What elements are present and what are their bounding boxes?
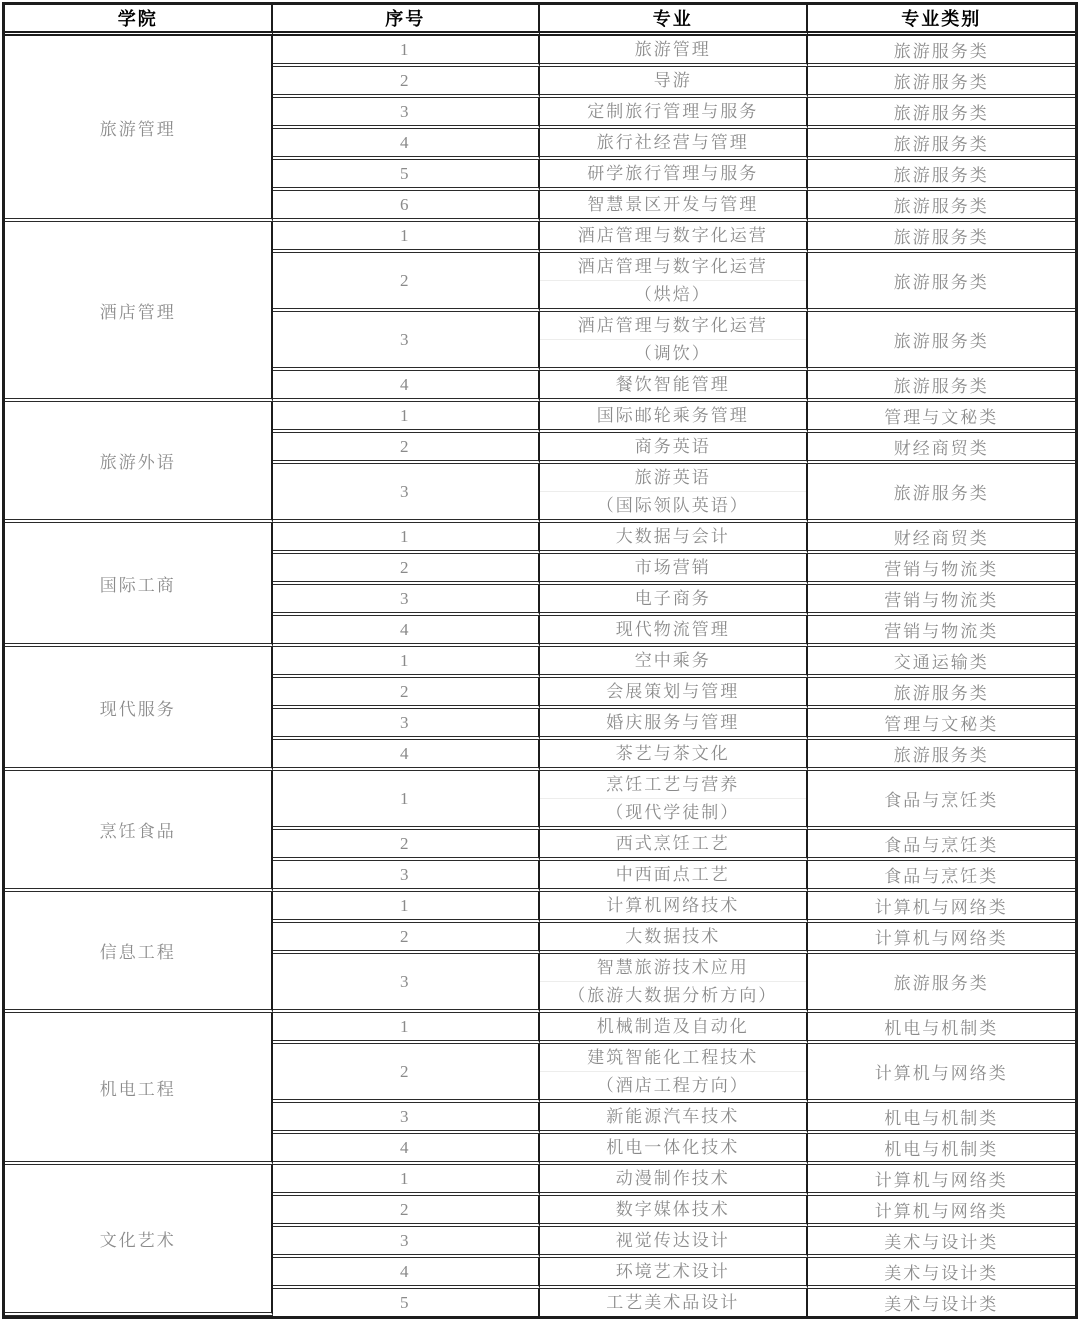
- major-line: 机械制造及自动化: [596, 1017, 749, 1036]
- category-cell: 计算机与网络类: [808, 1044, 1076, 1103]
- category-cell: 旅游服务类: [808, 191, 1076, 222]
- category-cell: 旅游服务类: [808, 954, 1076, 1013]
- row-number-cell: [273, 923, 541, 954]
- row-number-cell: [273, 312, 541, 371]
- category-cell: 旅游服务类: [808, 371, 1076, 402]
- major-line: 建筑智能化工程技术: [587, 1048, 759, 1067]
- row-number: 4: [400, 132, 411, 152]
- row-number-cell: [273, 1013, 541, 1044]
- row-number: 4: [400, 619, 411, 639]
- college-cell: 烹饪食品: [5, 771, 273, 892]
- category-cell: 营销与物流类: [808, 616, 1076, 647]
- college-cell: 现代服务: [5, 647, 273, 771]
- row-number-cell: [273, 1134, 541, 1165]
- major-line: 中西面点工艺: [615, 865, 730, 884]
- category-cell: 计算机与网络类: [808, 892, 1076, 923]
- row-number-cell: [273, 554, 541, 585]
- category-cell: 旅游服务类: [808, 67, 1076, 98]
- row-number: 3: [400, 971, 411, 991]
- category-cell: 旅游服务类: [808, 253, 1076, 312]
- major-line: 国际邮轮乘务管理: [596, 406, 749, 425]
- major-header: 专业: [540, 5, 808, 36]
- major-cell: [540, 222, 808, 253]
- major-cell: [540, 312, 808, 371]
- row-number: 4: [400, 374, 411, 394]
- major-line: 定制旅行管理与服务: [587, 102, 759, 121]
- row-number: 1: [400, 788, 411, 808]
- major-line: 计算机网络技术: [606, 896, 740, 915]
- major-cell: [540, 464, 808, 523]
- row-number-cell: [273, 647, 541, 678]
- row-number: 4: [400, 743, 411, 763]
- row-number: 2: [400, 70, 411, 90]
- category-cell: 旅游服务类: [808, 36, 1076, 67]
- row-number: 3: [400, 1106, 411, 1126]
- category-cell: 机电与机制类: [808, 1013, 1076, 1044]
- major-line: 婚庆服务与管理: [606, 713, 740, 732]
- college-cell: 旅游外语: [5, 402, 273, 523]
- major-cell: [540, 253, 808, 312]
- row-number: 6: [400, 194, 411, 214]
- major-cell: [540, 98, 808, 129]
- major-cell: [540, 771, 808, 830]
- row-number-cell: [273, 433, 541, 464]
- major-line: 现代物流管理: [615, 620, 730, 639]
- major-line: 智慧旅游技术应用: [596, 958, 749, 977]
- category-cell: 美术与设计类: [808, 1258, 1076, 1289]
- major-line: 环境艺术设计: [615, 1262, 730, 1281]
- major-line: 酒店管理与数字化运营: [577, 316, 768, 335]
- majors-table: [2, 2, 1078, 1319]
- category-cell: 旅游服务类: [808, 222, 1076, 253]
- row-number-cell: [273, 129, 541, 160]
- major-line: 视觉传达设计: [615, 1231, 730, 1250]
- row-number: 3: [400, 101, 411, 121]
- row-number: 2: [400, 1061, 411, 1081]
- major-cell: [540, 830, 808, 861]
- row-number-cell: [273, 523, 541, 554]
- college-header: 学院: [5, 5, 273, 36]
- major-cell: [540, 1258, 808, 1289]
- major-line: （调饮）: [540, 339, 806, 367]
- row-number: 2: [400, 681, 411, 701]
- row-number: 2: [400, 833, 411, 853]
- major-line: 旅游英语: [634, 468, 711, 487]
- row-number-cell: [273, 1103, 541, 1134]
- major-line: 旅游管理: [634, 40, 711, 59]
- row-number: 1: [400, 225, 411, 245]
- category-cell: 营销与物流类: [808, 585, 1076, 616]
- no-header: 序号: [273, 5, 541, 36]
- row-number-cell: [273, 709, 541, 740]
- college-cell: 旅游管理: [5, 36, 273, 222]
- row-number-cell: [273, 253, 541, 312]
- category-cell: 食品与烹饪类: [808, 861, 1076, 892]
- major-line: 数字媒体技术: [615, 1200, 730, 1219]
- category-cell: 机电与机制类: [808, 1134, 1076, 1165]
- major-line: 大数据技术: [625, 927, 721, 946]
- major-line: 机电一体化技术: [606, 1138, 740, 1157]
- table-row: [5, 523, 1075, 554]
- table-row: [5, 647, 1075, 678]
- table-row: [5, 1013, 1075, 1044]
- major-cell: [540, 1013, 808, 1044]
- major-cell: [540, 861, 808, 892]
- major-line: 智慧景区开发与管理: [587, 195, 759, 214]
- row-number: 3: [400, 329, 411, 349]
- college-cell: 机电工程: [5, 1013, 273, 1165]
- major-line: 西式烹饪工艺: [615, 834, 730, 853]
- row-number-cell: [273, 954, 541, 1013]
- major-line: 茶艺与茶文化: [615, 744, 730, 763]
- major-cell: [540, 1196, 808, 1227]
- row-number-cell: [273, 585, 541, 616]
- major-cell: [540, 160, 808, 191]
- row-number: 3: [400, 481, 411, 501]
- major-line: 餐饮智能管理: [615, 375, 730, 394]
- major-cell: [540, 1289, 808, 1316]
- row-number: 2: [400, 1199, 411, 1219]
- major-line: （国际领队英语）: [540, 491, 806, 519]
- category-cell: 旅游服务类: [808, 740, 1076, 771]
- major-cell: [540, 371, 808, 402]
- row-number: 5: [400, 163, 411, 183]
- row-number-cell: [273, 222, 541, 253]
- row-number-cell: [273, 830, 541, 861]
- table-row: [5, 36, 1075, 67]
- row-number: 1: [400, 39, 411, 59]
- major-line: 酒店管理与数字化运营: [577, 257, 768, 276]
- major-cell: [540, 1134, 808, 1165]
- row-number: 4: [400, 1137, 411, 1157]
- row-number-cell: [273, 402, 541, 433]
- major-cell: [540, 709, 808, 740]
- major-line: 大数据与会计: [615, 527, 730, 546]
- row-number: 2: [400, 436, 411, 456]
- college-cell: 文化艺术: [5, 1165, 273, 1316]
- category-cell: 食品与烹饪类: [808, 771, 1076, 830]
- major-line: 工艺美术品设计: [606, 1293, 740, 1312]
- major-cell: [540, 1227, 808, 1258]
- major-cell: [540, 402, 808, 433]
- table-body: [5, 36, 1075, 1316]
- table-row: [5, 892, 1075, 923]
- category-cell: 美术与设计类: [808, 1227, 1076, 1258]
- category-cell: 机电与机制类: [808, 1103, 1076, 1134]
- row-number: 1: [400, 650, 411, 670]
- row-number-cell: [273, 892, 541, 923]
- row-number: 2: [400, 270, 411, 290]
- row-number-cell: [273, 1165, 541, 1196]
- major-cell: [540, 892, 808, 923]
- row-number-cell: [273, 1258, 541, 1289]
- major-line: 空中乘务: [634, 651, 711, 670]
- major-line: 旅行社经营与管理: [596, 133, 749, 152]
- major-cell: [540, 1044, 808, 1103]
- row-number-cell: [273, 740, 541, 771]
- row-number: 3: [400, 1230, 411, 1250]
- category-cell: 旅游服务类: [808, 312, 1076, 371]
- table-row: [5, 402, 1075, 433]
- college-cell: 酒店管理: [5, 222, 273, 402]
- row-number-cell: [273, 67, 541, 98]
- category-cell: 旅游服务类: [808, 129, 1076, 160]
- row-number-cell: [273, 371, 541, 402]
- major-cell: [540, 191, 808, 222]
- category-cell: 管理与文秘类: [808, 402, 1076, 433]
- category-cell: 食品与烹饪类: [808, 830, 1076, 861]
- major-cell: [540, 36, 808, 67]
- major-line: （现代学徒制）: [540, 798, 806, 826]
- row-number: 1: [400, 895, 411, 915]
- college-cell: 国际工商: [5, 523, 273, 647]
- row-number-cell: [273, 160, 541, 191]
- category-cell: 交通运输类: [808, 647, 1076, 678]
- category-cell: 旅游服务类: [808, 98, 1076, 129]
- table-row: [5, 1165, 1075, 1196]
- major-line: 烹饪工艺与营养: [606, 775, 740, 794]
- table-row: [5, 222, 1075, 253]
- table-row: [5, 771, 1075, 830]
- row-number: 1: [400, 1168, 411, 1188]
- category-cell: 管理与文秘类: [808, 709, 1076, 740]
- category-cell: 旅游服务类: [808, 160, 1076, 191]
- major-cell: [540, 585, 808, 616]
- category-cell: 美术与设计类: [808, 1289, 1076, 1316]
- row-number: 5: [400, 1292, 411, 1312]
- row-number-cell: [273, 98, 541, 129]
- row-number-cell: [273, 678, 541, 709]
- category-cell: 计算机与网络类: [808, 1165, 1076, 1196]
- major-line: 商务英语: [634, 437, 711, 456]
- row-number-cell: [273, 191, 541, 222]
- major-cell: [540, 129, 808, 160]
- category-cell: 计算机与网络类: [808, 923, 1076, 954]
- major-cell: [540, 616, 808, 647]
- row-number: 2: [400, 557, 411, 577]
- major-cell: [540, 554, 808, 585]
- category-cell: 财经商贸类: [808, 523, 1076, 554]
- major-cell: [540, 954, 808, 1013]
- major-cell: [540, 740, 808, 771]
- major-cell: [540, 647, 808, 678]
- row-number: 3: [400, 712, 411, 732]
- major-line: 电子商务: [634, 589, 711, 608]
- row-number-cell: [273, 1196, 541, 1227]
- major-line: （烘焙）: [540, 280, 806, 308]
- major-line: 市场营销: [634, 558, 711, 577]
- category-cell: 计算机与网络类: [808, 1196, 1076, 1227]
- category-cell: 营销与物流类: [808, 554, 1076, 585]
- row-number: 3: [400, 588, 411, 608]
- row-number-cell: [273, 861, 541, 892]
- row-number: 1: [400, 526, 411, 546]
- major-line: （旅游大数据分析方向）: [540, 981, 806, 1009]
- major-line: 会展策划与管理: [606, 682, 740, 701]
- major-line: 研学旅行管理与服务: [587, 164, 759, 183]
- row-number: 2: [400, 926, 411, 946]
- major-cell: [540, 67, 808, 98]
- major-cell: [540, 523, 808, 554]
- row-number-cell: [273, 771, 541, 830]
- major-line: （酒店工程方向）: [540, 1071, 806, 1099]
- row-number-cell: [273, 36, 541, 67]
- row-number-cell: [273, 616, 541, 647]
- row-number: 1: [400, 1016, 411, 1036]
- category-cell: 旅游服务类: [808, 678, 1076, 709]
- category-header: 专业类别: [808, 5, 1076, 36]
- row-number: 4: [400, 1261, 411, 1281]
- table-header: [5, 5, 1075, 36]
- header-row: [5, 5, 1075, 36]
- category-cell: 旅游服务类: [808, 464, 1076, 523]
- major-cell: [540, 433, 808, 464]
- row-number-cell: [273, 464, 541, 523]
- row-number-cell: [273, 1227, 541, 1258]
- row-number: 3: [400, 864, 411, 884]
- row-number-cell: [273, 1289, 541, 1316]
- category-cell: 财经商贸类: [808, 433, 1076, 464]
- row-number-cell: [273, 1044, 541, 1103]
- major-cell: [540, 1103, 808, 1134]
- row-number: 1: [400, 405, 411, 425]
- major-line: 酒店管理与数字化运营: [577, 226, 768, 245]
- major-line: 动漫制作技术: [615, 1169, 730, 1188]
- major-line: 导游: [653, 71, 692, 90]
- major-cell: [540, 678, 808, 709]
- major-line: 新能源汽车技术: [606, 1107, 740, 1126]
- college-cell: 信息工程: [5, 892, 273, 1013]
- major-cell: [540, 923, 808, 954]
- major-cell: [540, 1165, 808, 1196]
